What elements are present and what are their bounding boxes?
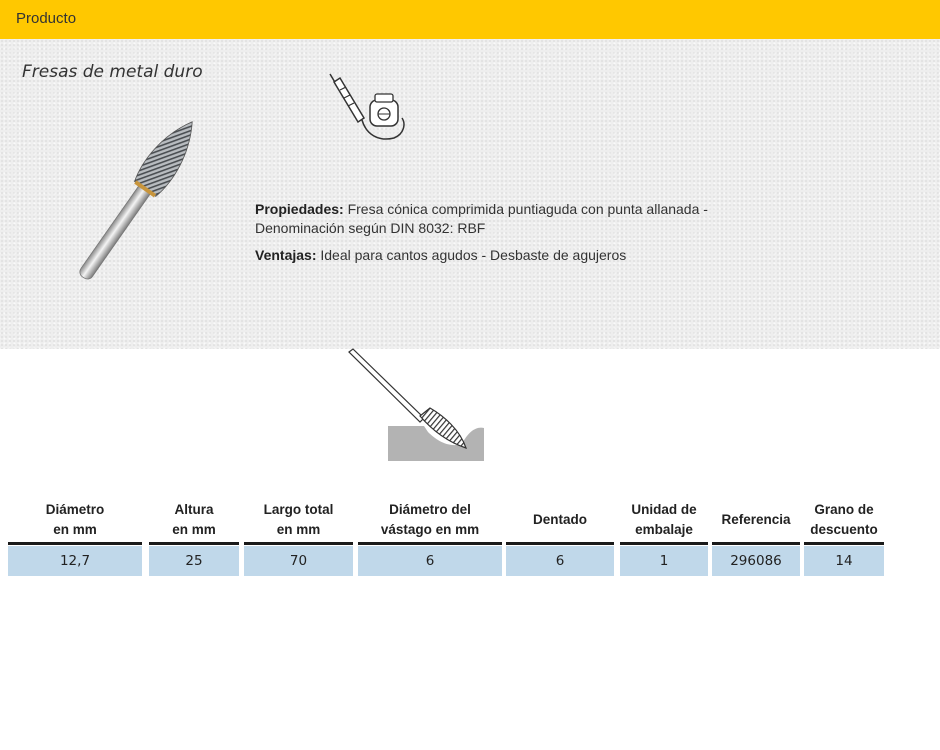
cell-unidad-embalaje: 1: [620, 546, 708, 576]
properties-label: Propiedades:: [255, 201, 344, 217]
product-description: [255, 200, 785, 273]
header-diametro-vastago: Diámetro del vástago en mm: [358, 497, 502, 545]
header-referencia: Referencia: [712, 497, 800, 545]
header-largo-total: Largo total en mm: [244, 497, 353, 545]
section-title: Producto: [16, 10, 77, 27]
header-altura: Altura en mm: [149, 497, 239, 545]
header-unidad-embalaje: Unidad de embalaje: [620, 497, 708, 545]
product-title: Fresas de metal duro: [22, 62, 203, 82]
cell-diametro-vastago: 6: [358, 546, 502, 576]
usage-diagram: [344, 348, 494, 470]
advantages-paragraph: [255, 246, 785, 265]
properties-paragraph: [255, 200, 785, 238]
cell-altura: 25: [149, 546, 239, 576]
cell-diametro: 12,7: [8, 546, 142, 576]
header-dentado: Dentado: [506, 497, 614, 545]
cell-grano-descuento: 14: [804, 546, 884, 576]
header-grano-descuento: Grano de descuento: [804, 497, 884, 545]
cell-dentado: 6: [506, 546, 614, 576]
rotary-tool-icon: [322, 70, 412, 150]
header-diametro: Diámetro en mm: [8, 497, 142, 545]
advantages-text: Ideal para cantos agudos - Desbaste de agujeros: [316, 247, 627, 263]
properties-text: Fresa cónica comprimida puntiaguda con punta allanada - Denominación según DIN 8032: RBF: [255, 201, 708, 236]
top-bar: [0, 0, 940, 39]
cell-referencia: 296086: [712, 546, 800, 576]
burr-product-image: [56, 112, 216, 292]
advantages-label: Ventajas:: [255, 247, 317, 263]
cell-largo-total: 70: [244, 546, 353, 576]
